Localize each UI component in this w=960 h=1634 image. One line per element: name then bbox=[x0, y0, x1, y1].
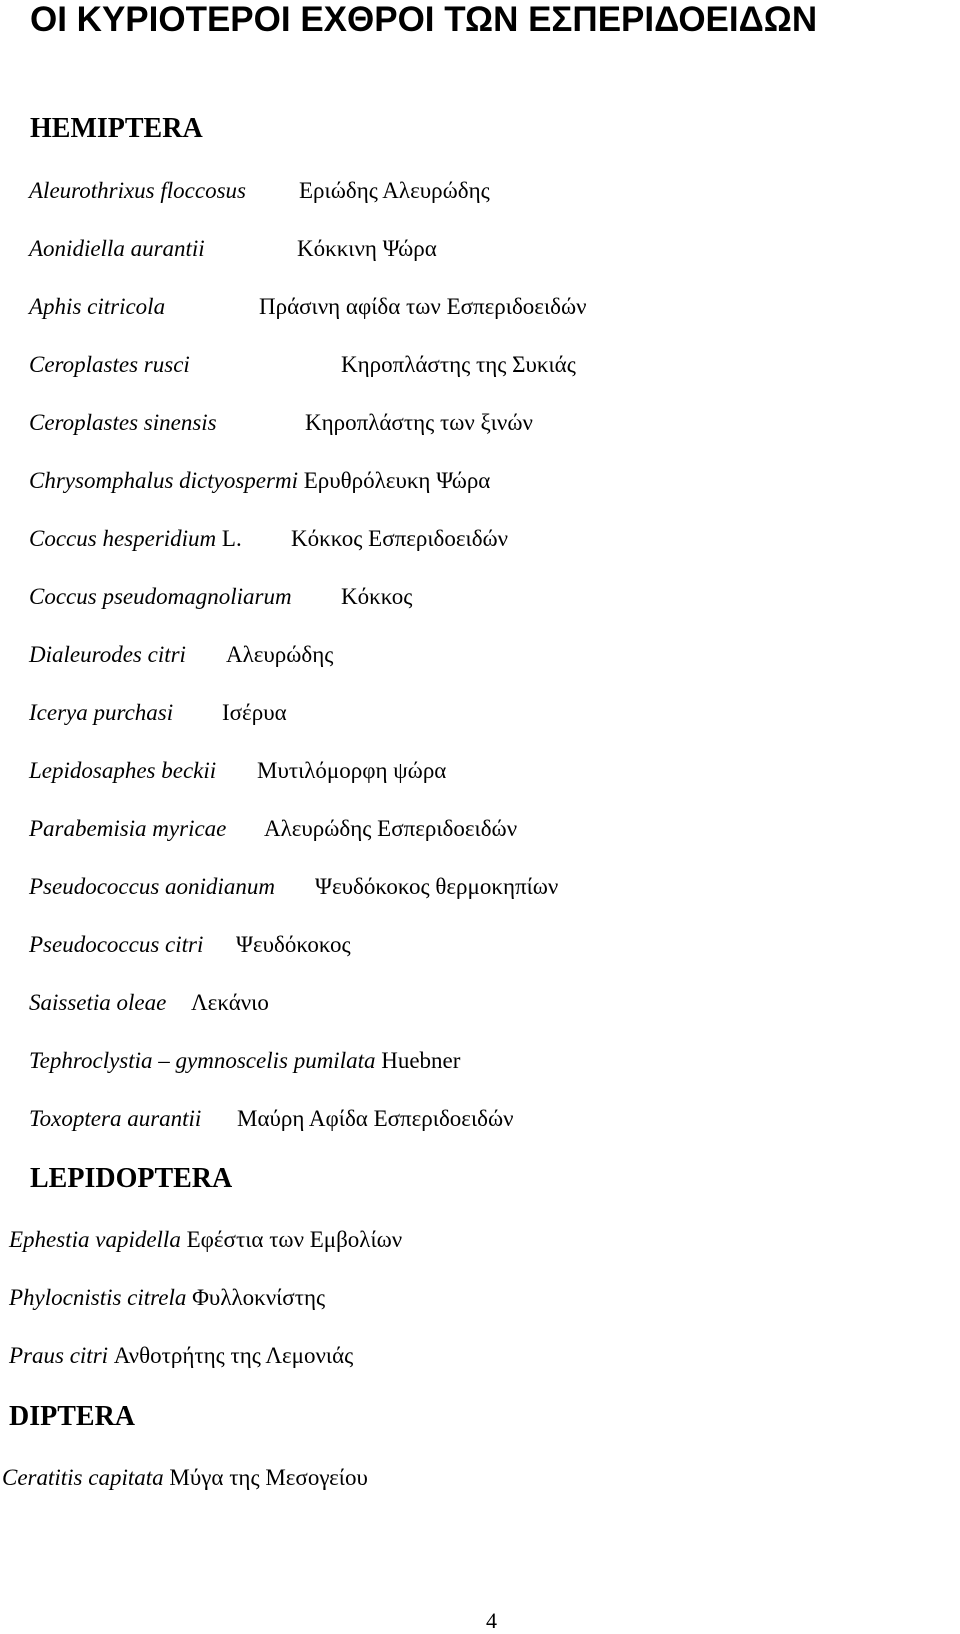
list-item bbox=[29, 292, 587, 322]
list-item bbox=[29, 1104, 514, 1134]
list-item bbox=[29, 930, 351, 960]
scientific-name: Parabemisia myricae bbox=[29, 816, 227, 841]
list-item bbox=[29, 524, 509, 554]
common-name: Ισέρυα bbox=[222, 700, 287, 725]
scientific-name: Aleurothrixus floccosus bbox=[29, 178, 246, 203]
common-name: Κηροπλάστης της Συκιάς bbox=[341, 352, 576, 377]
list-item bbox=[9, 1225, 402, 1255]
common-name: Λεκάνιο bbox=[191, 990, 269, 1015]
list-item bbox=[29, 582, 413, 612]
scientific-name: Praus citri bbox=[9, 1343, 114, 1368]
list-item bbox=[29, 640, 334, 670]
list-item bbox=[29, 408, 533, 438]
section-heading-lepidoptera: LEPIDOPTERA bbox=[30, 1163, 233, 1194]
scientific-name: Coccus hesperidium bbox=[29, 526, 222, 551]
scientific-name: Ceroplastes sinensis bbox=[29, 410, 217, 435]
common-name: Κόκκινη Ψώρα bbox=[297, 236, 437, 261]
scientific-name: Chrysomphalus dictyospermi bbox=[29, 468, 304, 493]
list-item bbox=[29, 698, 287, 728]
scientific-name: Dialeurodes citri bbox=[29, 642, 186, 667]
common-name: Αλευρώδης bbox=[226, 642, 334, 667]
common-name: Ερυθρόλευκη Ψώρα bbox=[303, 468, 491, 493]
scientific-name: Pseudococcus citri bbox=[29, 932, 204, 957]
author-suffix: L. bbox=[221, 526, 242, 551]
scientific-name: Saissetia oleae bbox=[29, 990, 167, 1015]
common-name: Αλευρώδης Εσπεριδοειδών bbox=[264, 816, 518, 841]
scientific-name: Aphis citricola bbox=[29, 294, 166, 319]
page-number: 4 bbox=[486, 1608, 497, 1633]
common-name: Κηροπλάστης των ξινών bbox=[305, 410, 533, 435]
list-item bbox=[29, 466, 490, 496]
common-name: Ανθοτρήτης της Λεμονιάς bbox=[113, 1343, 354, 1368]
scientific-name: Icerya purchasi bbox=[29, 700, 174, 725]
list-item bbox=[29, 756, 447, 786]
scientific-name: Ceratitis capitata bbox=[2, 1465, 170, 1490]
common-name: Κόκκος bbox=[341, 584, 413, 609]
common-name: Κόκκος Εσπεριδοειδών bbox=[291, 526, 509, 551]
scientific-name: Coccus pseudomagnoliarum bbox=[29, 584, 292, 609]
common-name: Ψευδόκοκος θερμοκηπίων bbox=[315, 874, 559, 899]
list-item bbox=[29, 814, 518, 844]
scientific-name: Ceroplastes rusci bbox=[29, 352, 190, 377]
common-name: Πράσινη αφίδα των Εσπεριδοειδών bbox=[259, 294, 587, 319]
scientific-name: Aonidiella aurantii bbox=[29, 236, 205, 261]
section-heading-hemiptera: HEMIPTERA bbox=[30, 113, 203, 144]
scientific-name: Tephroclystia – gymnoscelis pumilata bbox=[29, 1048, 382, 1073]
scientific-name: Toxoptera aurantii bbox=[29, 1106, 202, 1131]
list-item bbox=[2, 1463, 368, 1493]
common-name: Huebner bbox=[381, 1048, 461, 1073]
common-name: Εφέστια των Εμβολίων bbox=[186, 1227, 403, 1252]
common-name: Φυλλοκνίστης bbox=[192, 1285, 326, 1310]
scientific-name: Ephestia vapidella bbox=[9, 1227, 187, 1252]
list-item bbox=[29, 234, 437, 264]
common-name: Εριώδης Αλευρώδης bbox=[299, 178, 490, 203]
scientific-name: Pseudococcus aonidianum bbox=[29, 874, 275, 899]
list-item bbox=[29, 988, 269, 1018]
common-name: Ψευδόκοκος bbox=[236, 932, 351, 957]
list-item bbox=[29, 872, 559, 902]
page-title: ΟΙ ΚΥΡΙΟΤΕΡΟΙ ΕΧΘΡΟΙ ΤΩΝ ΕΣΠΕΡΙΔΟΕΙΔΩΝ bbox=[30, 0, 818, 39]
common-name: Μυτιλόμορφη ψώρα bbox=[257, 758, 447, 783]
section-heading-diptera: DIPTERA bbox=[9, 1401, 136, 1432]
list-item bbox=[29, 1046, 460, 1076]
list-item bbox=[29, 176, 490, 206]
list-item bbox=[9, 1341, 353, 1371]
scientific-name: Phylocnistis citrela bbox=[9, 1285, 193, 1310]
scientific-name: Lepidosaphes beckii bbox=[29, 758, 217, 783]
common-name: Μύγα της Μεσογείου bbox=[169, 1465, 368, 1490]
list-item bbox=[9, 1283, 325, 1313]
list-item bbox=[29, 350, 576, 380]
common-name: Μαύρη Αφίδα Εσπεριδοειδών bbox=[237, 1106, 514, 1131]
